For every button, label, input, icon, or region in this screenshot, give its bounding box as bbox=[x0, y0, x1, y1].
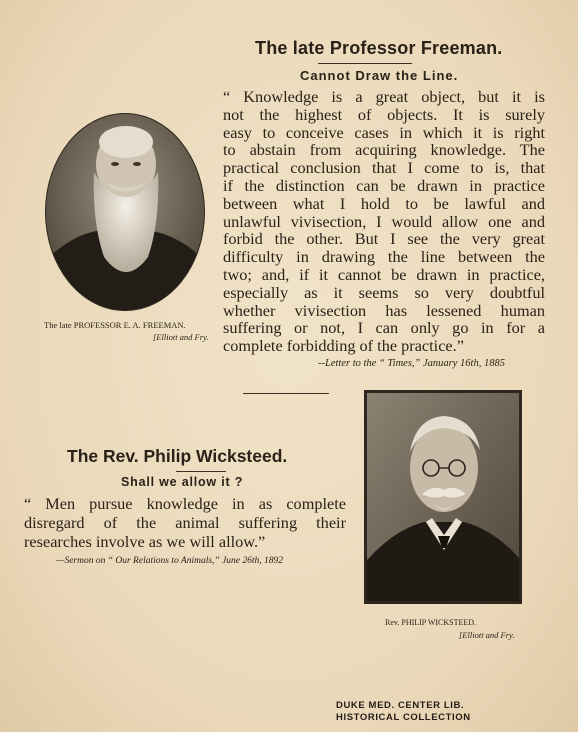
quote-line: especially as it seems so very doubtful bbox=[223, 282, 545, 302]
quote-line: complete forbidding of the practice.” bbox=[223, 336, 464, 356]
stamp-line: HISTORICAL COLLECTION bbox=[336, 712, 471, 723]
wicksteed-source: —Sermon on “ Our Relations to Animals,” June 26th, 1892 bbox=[56, 556, 284, 566]
stamp-line: DUKE MED. CENTER LIB. bbox=[336, 700, 465, 711]
quote-line: two; and, if it cannot be drawn in practice, bbox=[223, 264, 545, 284]
freeman-photo-credit: [Elliott and Fry. bbox=[153, 332, 209, 342]
wicksteed-quote bbox=[24, 494, 346, 551]
quote-line: between what I hold to be lawful and bbox=[223, 193, 545, 213]
quote-line: disregard of the animal suffering their bbox=[24, 513, 346, 532]
wicksteed-heading-rule bbox=[176, 471, 226, 472]
wicksteed-portrait-caption: Rev. PHILIP WICKSTEED. bbox=[385, 618, 477, 627]
quote-line: not the highest of objects. It is surely bbox=[223, 104, 545, 124]
freeman-source: --Letter to the “ Times,” January 16th, 1885 bbox=[318, 358, 505, 369]
wicksteed-portrait bbox=[364, 390, 522, 604]
quote-line: forbid the other. But I see the very great bbox=[223, 229, 545, 249]
wicksteed-photo-credit: [Elliott and Fry. bbox=[459, 630, 515, 640]
quote-line: “ Knowledge is a great object, but it is bbox=[223, 87, 545, 106]
freeman-portrait-caption: The late PROFESSOR E. A. FREEMAN. bbox=[44, 320, 186, 330]
freeman-portrait bbox=[44, 112, 206, 312]
section-divider bbox=[243, 393, 329, 394]
wicksteed-subheading: Shall we allow it ? bbox=[121, 475, 244, 489]
quote-line: “ Men pursue knowledge in as complete bbox=[24, 494, 346, 513]
quote-line: easy to conceive cases in which it is right bbox=[223, 122, 545, 142]
quote-line: to abstain from acquiring knowledge. The bbox=[223, 140, 545, 160]
freeman-subheading: Cannot Draw the Line. bbox=[300, 68, 459, 83]
freeman-heading: The late Professor Freeman. bbox=[255, 38, 503, 58]
quote-line: researches involve as we will allow.” bbox=[24, 532, 266, 551]
quote-line: whether vivisection has lessened human bbox=[223, 300, 545, 320]
wicksteed-heading: The Rev. Philip Wicksteed. bbox=[67, 446, 288, 466]
library-stamp bbox=[336, 700, 471, 724]
freeman-heading-rule bbox=[318, 63, 412, 64]
quote-line: practical conclusion that I come to is, that bbox=[223, 158, 545, 178]
quote-line: if the distinction can be drawn in practice bbox=[223, 175, 545, 195]
quote-line: difficulty in drawing the line between the bbox=[223, 247, 545, 267]
quote-line: unlawful vivisection, I would allow one and bbox=[223, 211, 545, 231]
freeman-quote bbox=[223, 88, 545, 355]
quote-line: suffering or not, I can only go in for a bbox=[223, 318, 545, 338]
